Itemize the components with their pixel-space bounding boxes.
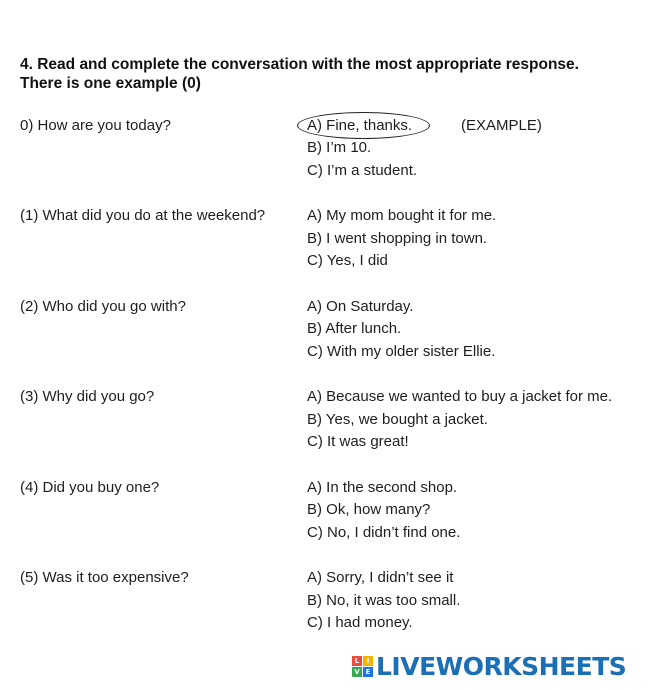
question-4-option-b[interactable]: B) Ok, how many? bbox=[307, 501, 431, 518]
question-2-option-c[interactable]: C) With my older sister Ellie. bbox=[307, 343, 496, 360]
liveworksheets-wordmark: LIVEWORKSHEETS bbox=[376, 651, 627, 681]
question-2: (2) Who did you go with? bbox=[20, 298, 186, 315]
question-4-option-c[interactable]: C) No, I didn’t find one. bbox=[307, 524, 461, 541]
logo-letter-v: V bbox=[352, 667, 362, 677]
example-option-a: A) Fine, thanks. bbox=[307, 117, 413, 134]
question-2-option-b[interactable]: B) After lunch. bbox=[307, 320, 402, 337]
question-5: (5) Was it too expensive? bbox=[20, 569, 189, 586]
example-question: 0) How are you today? bbox=[20, 117, 171, 134]
question-3-option-b[interactable]: B) Yes, we bought a jacket. bbox=[307, 411, 488, 428]
example-option-b: B) I’m 10. bbox=[307, 139, 372, 156]
question-5-option-a[interactable]: A) Sorry, I didn’t see it bbox=[307, 569, 454, 586]
heading-line-1: 4. Read and complete the conversation with the most appropriate response. bbox=[20, 56, 579, 73]
logo-letter-i: I bbox=[363, 656, 373, 666]
question-1-option-c[interactable]: C) Yes, I did bbox=[307, 252, 388, 269]
example-tag: (EXAMPLE) bbox=[461, 117, 542, 134]
question-3-option-c[interactable]: C) It was great! bbox=[307, 433, 409, 450]
question-5-option-c[interactable]: C) I had money. bbox=[307, 614, 413, 631]
question-3: (3) Why did you go? bbox=[20, 388, 155, 405]
question-1-option-b[interactable]: B) I went shopping in town. bbox=[307, 230, 488, 247]
logo-letter-l: L bbox=[352, 656, 362, 666]
question-1: (1) What did you do at the weekend? bbox=[20, 207, 266, 224]
logo-letter-e: E bbox=[363, 667, 373, 677]
question-1-option-a[interactable]: A) My mom bought it for me. bbox=[307, 207, 497, 224]
exercise-heading bbox=[20, 55, 640, 93]
liveworksheets-logo bbox=[352, 651, 626, 681]
heading-line-2: There is one example (0) bbox=[20, 75, 201, 92]
question-4: (4) Did you buy one? bbox=[20, 479, 160, 496]
liveworksheets-logo-icon bbox=[352, 656, 373, 677]
question-2-option-a[interactable]: A) On Saturday. bbox=[307, 298, 414, 315]
question-5-option-b[interactable]: B) No, it was too small. bbox=[307, 592, 461, 609]
question-4-option-a[interactable]: A) In the second shop. bbox=[307, 479, 458, 496]
question-3-option-a[interactable]: A) Because we wanted to buy a jacket for me. bbox=[307, 388, 613, 405]
example-option-c: C) I’m a student. bbox=[307, 162, 418, 179]
